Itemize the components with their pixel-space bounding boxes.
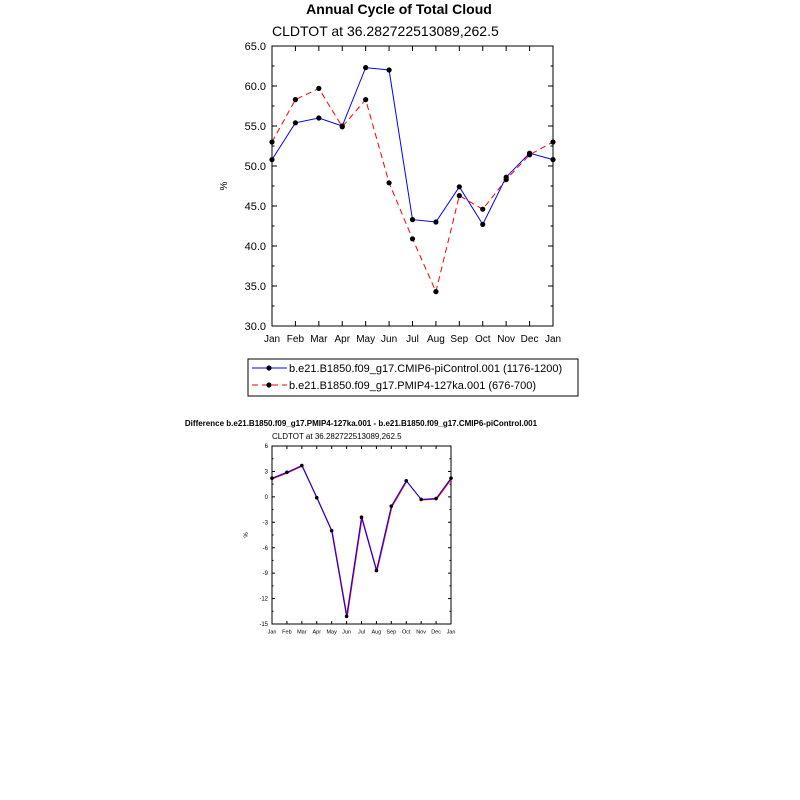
main-x-tick-label: Dec — [520, 334, 539, 345]
diff-x-tick-label: Aug — [371, 629, 382, 636]
diff-x-tick-label: Feb — [282, 629, 292, 636]
diff-x-tick-label: Oct — [401, 629, 411, 636]
main-series-0-point — [293, 120, 298, 125]
main-x-tick-label: May — [356, 334, 376, 345]
diff-x-tick-label: Sep — [386, 629, 397, 636]
main-series-1-point — [386, 180, 391, 185]
main-series-0-point — [363, 65, 368, 70]
main-x-tick-label: Jan — [263, 334, 281, 345]
main-series-1-point — [527, 152, 532, 157]
diff-series-0-point — [434, 497, 438, 501]
main-x-tick-label: Feb — [286, 334, 305, 345]
difference-plot-area — [259, 444, 455, 635]
main-series-1-point — [269, 139, 274, 144]
diff-y-tick-label: -15 — [259, 622, 268, 629]
diff-series-0-point — [375, 569, 379, 573]
diff-y-axis-label: % — [244, 532, 250, 538]
diff-chart-title: Difference b.e21.B1850.f09_g17.PMIP4-127ka.001 - b.e21.B1850.f09_g17.CMIP6-piControl.001 — [184, 419, 538, 428]
diff-y-tick-label: 6 — [264, 444, 268, 451]
main-plot-frame — [272, 46, 553, 326]
main-x-tick-label: Aug — [427, 334, 445, 345]
diff-y-tick-label: -3 — [262, 520, 268, 527]
main-series-0-point — [386, 67, 391, 72]
diff-x-tick-label: Nov — [416, 629, 427, 636]
diff-series-0-point — [345, 615, 349, 619]
diff-series-0-point — [300, 464, 304, 468]
diff-y-tick-label: -9 — [262, 571, 268, 578]
diff-x-tick-label: Apr — [312, 629, 322, 636]
main-x-tick-label: Apr — [334, 334, 351, 345]
main-x-tick-label: Jun — [381, 334, 398, 345]
main-y-axis-label: % — [219, 181, 230, 191]
diff-series-0-point — [449, 476, 453, 480]
diff-series-0-point — [390, 504, 394, 508]
main-series-0-point — [269, 157, 274, 162]
diff-series-line-shadow — [273, 466, 452, 617]
main-series-1-point — [480, 207, 485, 212]
diff-x-tick-label: Jul — [357, 629, 366, 636]
diff-x-tick-label: Jan — [267, 629, 277, 636]
main-y-tick-label: 65.0 — [244, 40, 266, 53]
main-plot-area — [245, 41, 561, 345]
diff-x-tick-label: Mar — [297, 629, 307, 636]
main-series-0-point — [480, 222, 485, 227]
main-x-tick-label: Nov — [497, 334, 516, 345]
diff-series-0-line — [272, 465, 451, 616]
diff-chart-subtitle: CLDTOT at 36.282722513089,262.5 — [272, 432, 402, 441]
main-x-tick-label: Jul — [406, 334, 419, 345]
diff-y-tick-label: -12 — [259, 596, 268, 603]
diff-y-tick-label: 3 — [264, 469, 268, 476]
main-x-tick-label: Oct — [474, 334, 491, 345]
legend-swatch-marker — [266, 365, 271, 370]
diff-series-0-point — [360, 515, 364, 519]
page-title: Annual Cycle of Total Cloud — [306, 1, 492, 17]
main-x-tick-label: Sep — [450, 334, 469, 345]
main-series-0-line — [272, 68, 553, 225]
main-y-tick-label: 50.0 — [244, 160, 266, 173]
main-series-0-point — [433, 219, 438, 224]
main-y-tick-label: 60.0 — [244, 80, 266, 93]
main-series-0-point — [410, 217, 415, 222]
diff-plot-frame — [272, 446, 451, 624]
main-chart-title: CLDTOT at 36.282722513089,262.5 — [272, 23, 499, 39]
main-series-0-point — [316, 115, 321, 120]
legend-swatch-marker — [266, 382, 271, 387]
diff-y-tick-label: 0 — [264, 494, 268, 501]
diff-series-0-point — [315, 496, 319, 500]
diff-x-tick-label: Jun — [342, 629, 352, 636]
main-x-tick-label: Jan — [544, 334, 562, 345]
main-series-1-point — [363, 97, 368, 102]
main-series-1-point — [433, 289, 438, 294]
diff-y-tick-label: -6 — [262, 545, 268, 552]
diff-x-tick-label: Jan — [446, 629, 456, 636]
main-series-0-point — [550, 157, 555, 162]
main-series-1-point — [550, 139, 555, 144]
main-series-1-point — [504, 177, 509, 182]
diff-series-0-point — [270, 476, 274, 480]
legend — [248, 359, 578, 396]
diff-series-0-point — [419, 498, 423, 502]
main-series-1-point — [293, 97, 298, 102]
main-x-tick-label: Mar — [310, 334, 328, 345]
diff-series-0-point — [330, 529, 334, 533]
diff-series-0-point — [285, 470, 289, 474]
main-y-tick-label: 35.0 — [244, 280, 266, 293]
legend-entry-label: b.e21.B1850.f09_g17.PMIP4-127ka.001 (676-700) — [289, 380, 537, 392]
diff-x-tick-label: Dec — [431, 629, 441, 636]
legend-entry-label: b.e21.B1850.f09_g17.CMIP6-piControl.001 (1176-1200) — [289, 363, 563, 375]
main-series-1-point — [316, 86, 321, 91]
diff-x-tick-label: May — [326, 629, 337, 636]
main-series-1-point — [410, 236, 415, 241]
main-y-tick-label: 40.0 — [244, 240, 266, 253]
main-series-0-point — [457, 184, 462, 189]
main-y-tick-label: 30.0 — [244, 320, 266, 333]
main-y-tick-label: 55.0 — [244, 120, 266, 133]
main-y-tick-label: 45.0 — [244, 200, 266, 213]
main-series-1-point — [340, 124, 345, 129]
diff-series-0-point — [404, 479, 408, 483]
main-series-1-point — [457, 193, 462, 198]
